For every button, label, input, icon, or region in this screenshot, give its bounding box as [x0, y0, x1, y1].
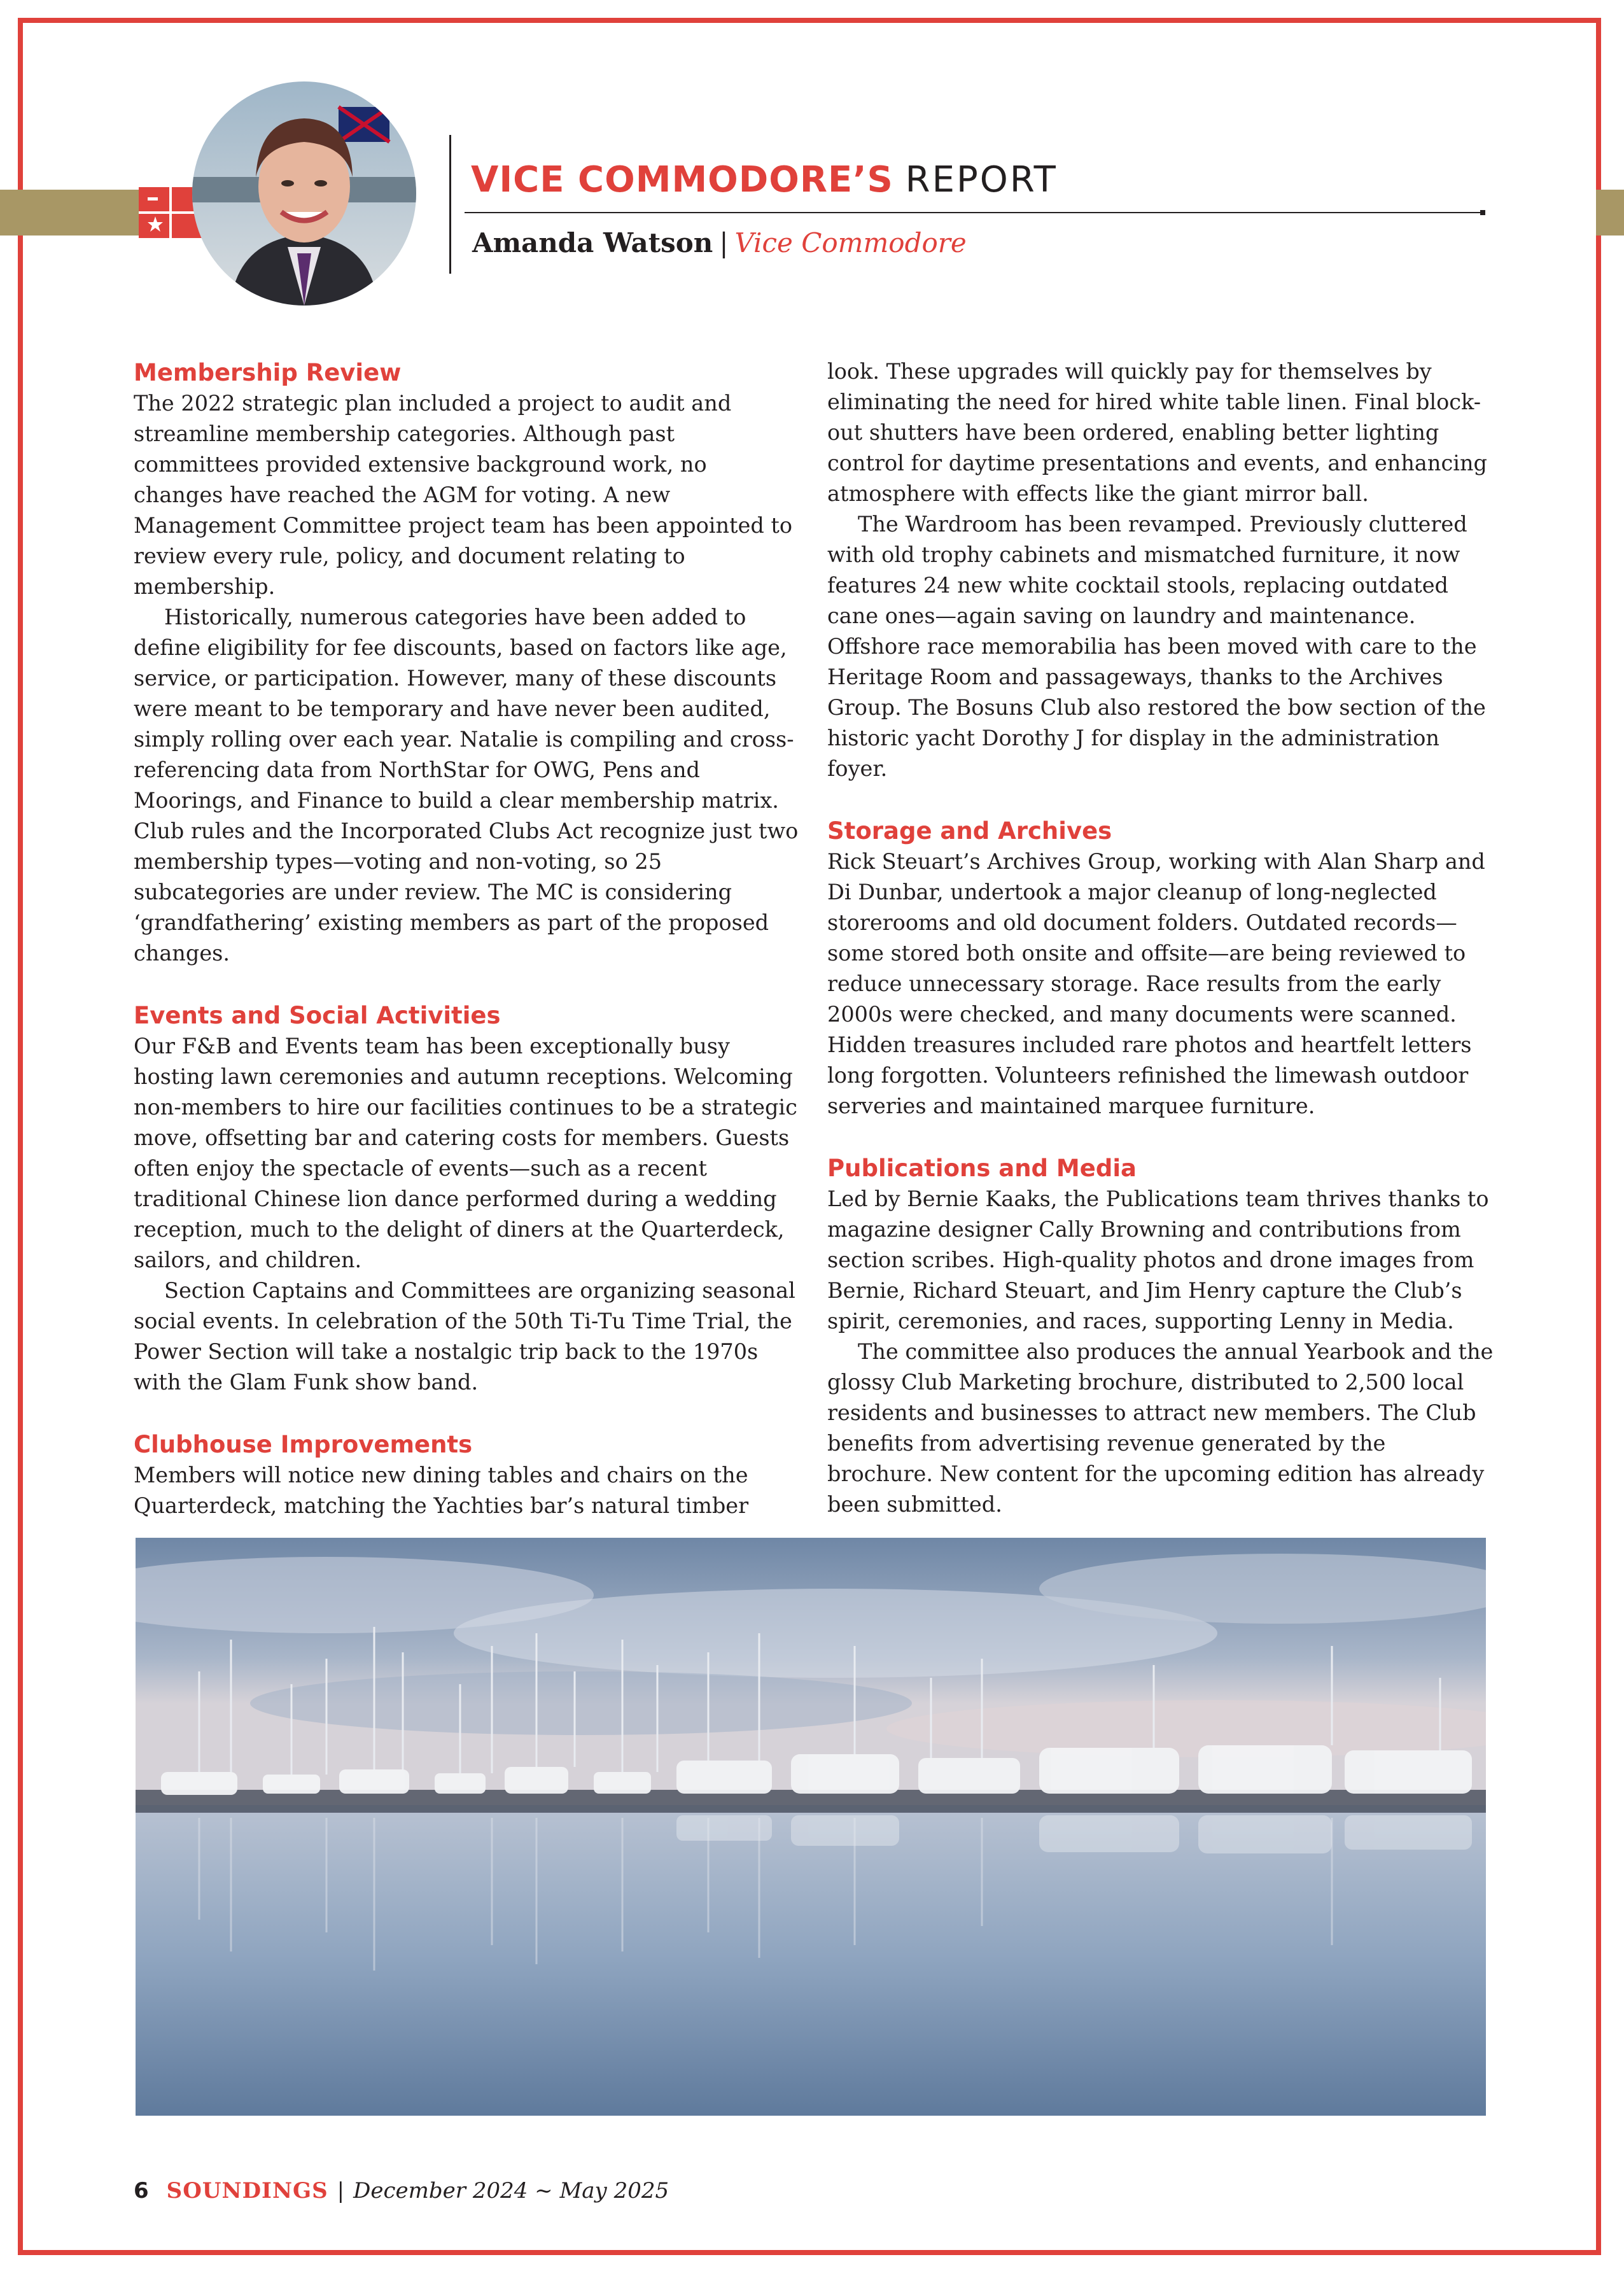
page-number: 6 [134, 2178, 149, 2204]
section-clubhouse-continued [827, 356, 1495, 784]
paragraph: The committee also produces the annual Yearbook and the glossy Club Marketing brochure, distributed to 2,500 local residents and businesses to attract new members. The Club benefits from advertising revenue generated by the brochure. New content for the upcoming edition has already been submitted. [827, 1339, 1494, 1517]
paragraph: Our F&B and Events team has been exceptionally busy hosting lawn ceremonies and autumn receptions. Welcoming non-members to hire our facilities continues to be a strategic move, offsetting bar and catering costs for members. Guests often enjoy the spectacle of events—such as a recent traditional Chinese lion dance performed during a wedding reception, much to the delight of diners at the Quarterdeck, sailors, and children. [134, 1034, 797, 1272]
title-light: REPORT [905, 159, 1058, 200]
paragraph: The Wardroom has been revamped. Previously cluttered with old trophy cabinets and mismatched furniture, it now features 24 new white cocktail stools, replacing outdated cane ones—again saving on laundry and maintenance. Offshore race memorabilia has been moved with care to the Heritage Room and passageways, thanks to the Archives Group. The Bosuns Club also restored the bow section of the historic yacht Dorothy J for display in the administration foyer. [827, 512, 1486, 781]
author-byline [472, 224, 967, 262]
marina-photo [136, 1538, 1486, 2116]
page-footer [134, 2176, 669, 2206]
section-heading: Publications and Media [827, 1155, 1137, 1182]
paragraph: Section Captains and Committees are organizing seasonal social events. In celebration of the 50th Ti-Tu Time Trial, the Power Section will take a nostalgic trip back to the 1970s with the Glam Funk show band. [134, 1278, 795, 1395]
paragraph: look. These upgrades will quickly pay for themselves by eliminating the need for hired white table linen. Final block-out shutters have been ordered, enabling better lighting control for daytime presentations and events, and enhancing atmosphere with effects like the giant mirror ball. [827, 359, 1487, 506]
paragraph: Members will notice new dining tables and chairs on the Quarterdeck, matching the Yachties bar’s natural timber [134, 1463, 749, 1518]
magazine-name: SOUNDINGS [166, 2178, 328, 2204]
footer-separator: | [337, 2178, 345, 2204]
paragraph: Rick Steuart’s Archives Group, working with Alan Sharp and Di Dunbar, undertook a major cleanup of long-neglected storerooms and old document folders. Outdated records—some stored both onsite and offsite—are being reviewed to reduce unnecessary storage. Race results from the early 2000s were checked, and many documents were scanned. Hidden treasures included rare photos and heartfelt letters long forgotten. Volunteers refinished the limewash outdoor serveries and maintained marquee furniture. [827, 849, 1485, 1118]
paragraph: Led by Bernie Kaaks, the Publications team thrives thanks to magazine designer Cally Browning and contributions from section scribes. High-quality photos and drone images from Bernie, Richard Steuart, and Jim Henry capture the Club’s spirit, ceremonies, and races, supporting Lenny in Media. [827, 1186, 1489, 1333]
author-name: Amanda Watson [472, 227, 713, 258]
section-storage [827, 815, 1495, 1121]
section-clubhouse [134, 1428, 802, 1521]
header-divider-dot [1480, 210, 1485, 215]
paragraph: The 2022 strategic plan included a project to audit and streamline membership categories. Although past committees provided extensive background work, no changes have reached the AGM for voting. A new Management Committee project team has been appointed to review every rule, policy, and document relating to membership. [134, 391, 793, 599]
author-portrait [192, 81, 416, 306]
title-bold: VICE COMMODORE’S [471, 159, 893, 200]
header-divider-vertical [449, 135, 451, 274]
section-heading: Events and Social Activities [134, 1002, 501, 1029]
section-events [134, 999, 802, 1398]
page-title [471, 158, 1058, 202]
section-heading: Storage and Archives [827, 817, 1112, 845]
byline-separator: | [719, 227, 729, 258]
section-heading: Membership Review [134, 359, 402, 386]
section-heading: Clubhouse Improvements [134, 1431, 473, 1458]
paragraph: Historically, numerous categories have been added to define eligibility for fee discounts, based on factors like age, service, or participation. However, many of these discounts were meant to be temporary and have never been audited, simply rolling over each year. Natalie is compiling and cross-referencing data from NorthStar for OWG, Pens and Moorings, and Finance to build a clear membership matrix. Club rules and the Incorporated Clubs Act recognize just two membership types—voting and non-voting, so 25 subcategories are under review. The MC is considering ‘grandfathering’ existing members as part of the proposed changes. [134, 605, 799, 966]
author-role: Vice Commodore [734, 227, 967, 258]
right-column [827, 356, 1495, 1550]
section-membership [134, 356, 802, 969]
left-column [134, 356, 802, 1552]
header-accent-bar-right [1596, 190, 1624, 236]
issue-date: December 2024 ~ May 2025 [353, 2178, 669, 2204]
header-divider-horizontal [465, 212, 1484, 213]
section-publications [827, 1152, 1495, 1520]
